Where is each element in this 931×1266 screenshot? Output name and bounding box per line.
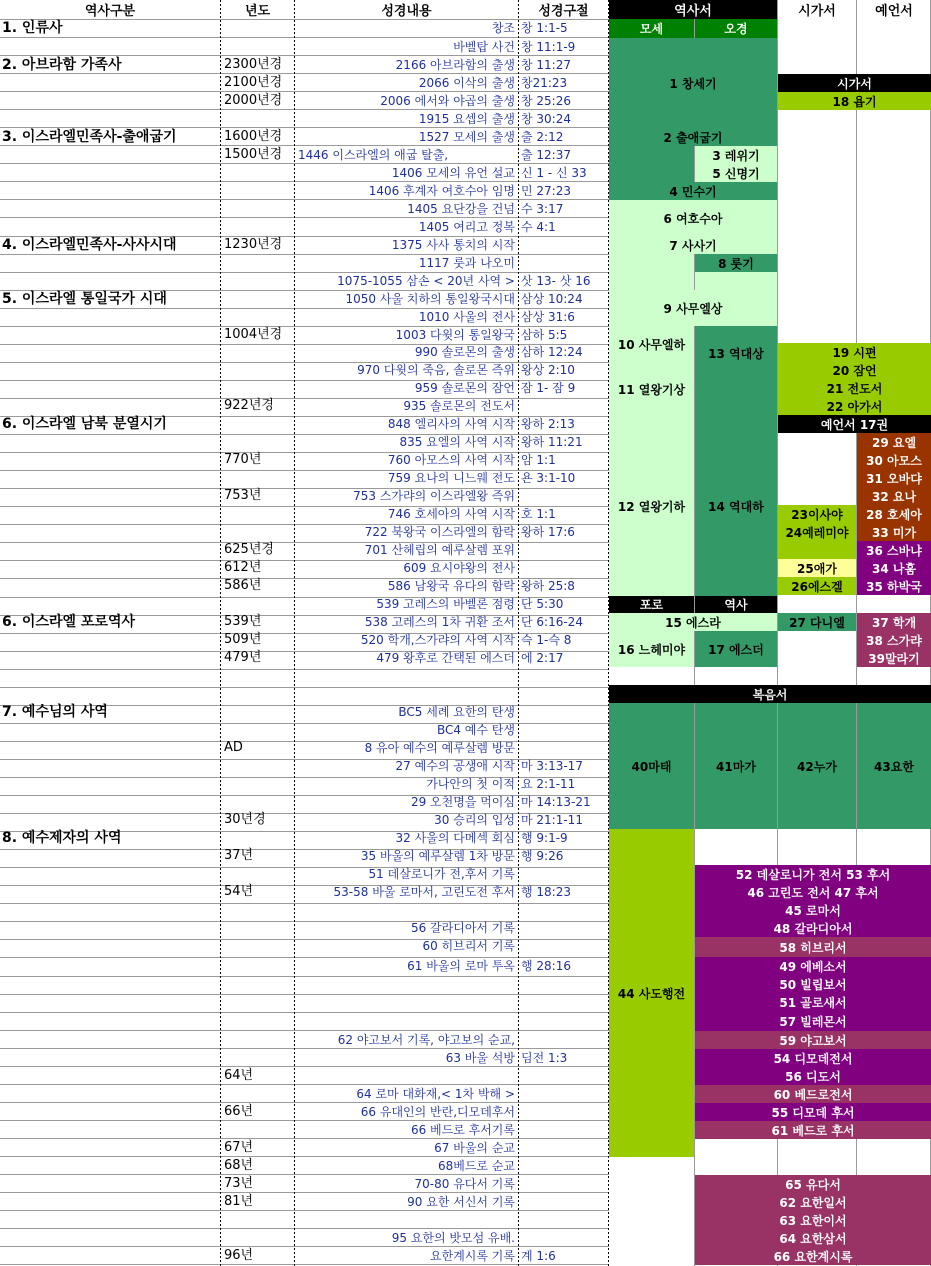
event-cell: 1405 요단강을 건넘	[407, 202, 515, 216]
ref-cell: 에 2:17	[521, 651, 564, 665]
book-1chronicles-ext	[695, 380, 777, 416]
event-cell: 1406 후계자 여호수아 임명	[368, 184, 515, 198]
book-ecclesiastes: 21 전도서	[778, 379, 931, 397]
year-cell: 68년	[224, 1158, 254, 1173]
year-cell: 753년	[224, 488, 262, 503]
event-cell: 62 야고보서 기록, 야고보의 순교,	[337, 1033, 515, 1047]
year-cell: 479년	[224, 650, 262, 665]
event-cell: 2166 아브라함의 출생	[395, 58, 515, 72]
book-judges: 7 사사기	[609, 236, 777, 254]
book-ruth: 8 룻기	[695, 254, 777, 272]
book-1peter: 60 베드로전서	[695, 1085, 931, 1103]
book-lamentations: 25애가	[778, 559, 856, 577]
ref-cell: 삼하 12:24	[521, 345, 583, 359]
event-cell: 51 데살로니가 전,후서 기록	[368, 867, 515, 881]
event-cell: 90 요한 서신서 기록	[407, 1195, 515, 1209]
era-label: 5. 이스라엘 통일국가 시대	[2, 291, 167, 307]
ref-cell: 호 1:1	[521, 507, 556, 521]
year-cell: 586년	[224, 578, 262, 593]
book-acts: 44 사도행전	[609, 829, 694, 1157]
event-cell: 창조	[491, 21, 515, 35]
header-ref: 성경구절	[538, 4, 589, 19]
book-jeremiah: 24예레미야	[778, 523, 856, 541]
book-deuteronomy: 5 신명기	[695, 164, 777, 182]
event-cell: 66 유대인의 반란,디모데후서	[360, 1105, 515, 1119]
book-3john: 64 요한삼서	[695, 1229, 931, 1247]
event-cell: 8 유아 예수의 예루살렘 방문	[364, 741, 515, 755]
year-cell: 612년	[224, 560, 262, 575]
book-esther: 17 에스더	[695, 631, 777, 667]
event-cell: 1375 사사 통치의 시작	[391, 238, 515, 252]
event-cell: 29 오천명을 먹이심	[410, 795, 515, 809]
era-label: 6. 이스라엘 남북 분열시기	[2, 416, 167, 432]
book-genesis: 1 창세기	[609, 38, 777, 128]
book-2john: 63 요한이서	[695, 1211, 931, 1229]
book-philippians: 50 빌립보서	[695, 975, 931, 993]
event-cell: 753 스가랴의 이스라엘왕 즉위	[353, 489, 515, 503]
header-prophecy: 예언서	[875, 4, 913, 19]
year-cell: 66년	[224, 1104, 254, 1119]
header-era: 역사구분	[84, 4, 136, 19]
event-cell: 70-80 유다서 기록	[414, 1177, 515, 1191]
history-label: 역사	[695, 596, 777, 613]
event-cell: BC5 세례 요한의 탄생	[398, 705, 515, 719]
event-cell: 2006 에서와 야곱의 출생	[380, 94, 515, 108]
book-titus: 56 디도서	[695, 1067, 931, 1085]
ref-cell: 창 25:26	[521, 94, 571, 108]
book-galatians: 48 갈라디아서	[695, 919, 931, 937]
ref-cell: 삼상 31:6	[521, 310, 575, 324]
ref-cell: 창 30:24	[521, 112, 571, 126]
book-obadiah: 31 오바댜	[857, 469, 931, 487]
year-cell: 2000년경	[224, 93, 283, 108]
ref-cell: 왕하 17:6	[521, 525, 575, 539]
ref-cell: 잠 1- 잠 9	[521, 381, 576, 395]
event-cell: 539 고레스의 바벨론 점령	[376, 597, 515, 611]
book-philemon: 57 빌레몬서	[695, 1011, 931, 1031]
event-cell: 1527 모세의 출생	[418, 130, 515, 144]
book-luke: 42누가	[778, 703, 856, 829]
book-john: 43요한	[857, 703, 931, 829]
ref-cell: 욘 3:1-10	[521, 471, 576, 485]
ref-cell: 왕하 11:21	[521, 435, 583, 449]
year-cell: 922년경	[224, 398, 274, 413]
book-jude: 65 유다서	[695, 1175, 931, 1193]
event-cell: 835 요엘의 사역 시작	[399, 435, 515, 449]
event-cell: 746 호세아의 사역 시작	[387, 507, 515, 521]
book-mark: 41마가	[695, 703, 777, 829]
book-micah: 33 미가	[857, 523, 931, 541]
event-cell: 1405 여리고 정복	[418, 220, 515, 234]
book-2chronicles: 14 역대하	[695, 416, 777, 596]
book-habakkuk: 35 하박국	[857, 577, 931, 595]
ref-cell: 계 1:6	[521, 1249, 556, 1263]
event-cell: 64 로마 대화재,< 1차 박해 >	[356, 1087, 515, 1101]
era-label: 1. 인류사	[2, 20, 63, 36]
event-cell: 479 왕후로 간택된 에스더	[376, 651, 515, 665]
book-1samuel: 9 사무엘상	[609, 290, 777, 326]
book-hosea: 28 호세아	[857, 505, 931, 523]
book-romans: 45 로마서	[695, 901, 931, 919]
event-cell: 56 갈라디아서 기록	[410, 921, 515, 935]
ref-cell: 행 9:1-9	[521, 831, 568, 845]
year-cell: 81년	[224, 1194, 254, 1209]
ref-cell: 행 18:23	[521, 885, 571, 899]
book-moses: 모세	[609, 19, 694, 38]
ref-cell: 삿 13- 삿 16	[521, 274, 591, 288]
event-cell: 60 히브리서 기록	[422, 939, 515, 953]
ref-cell: 마 3:13-17	[521, 759, 583, 773]
book-haggai: 37 학개	[857, 613, 931, 631]
event-cell: 30 승리의 입성	[434, 813, 515, 827]
book-song: 22 아가서	[778, 397, 931, 415]
ref-cell: 단 6:16-24	[521, 615, 583, 629]
book-2timothy: 55 디모데 후서	[695, 1103, 931, 1121]
book-daniel: 27 다니엘	[778, 613, 856, 631]
book-corinthians: 46 고린도 전서 47 후서	[695, 883, 931, 901]
ref-cell: 창 11:27	[521, 58, 571, 72]
ref-cell: 창 1:1-5	[521, 21, 568, 35]
event-cell: 1050 사울 치하의 통일왕국시대	[345, 292, 515, 306]
book-james: 59 야고보서	[695, 1031, 931, 1049]
book-proverbs: 20 잠언	[778, 361, 931, 379]
ref-cell: 단 5:30	[521, 597, 564, 611]
ref-cell: 출 2:12	[521, 130, 564, 144]
year-cell: 96년	[224, 1248, 254, 1263]
event-cell: 760 아모스의 사역 시작	[387, 453, 515, 467]
year-cell: 539년	[224, 614, 262, 629]
book-pentateuch: 오경	[695, 19, 777, 38]
book-amos: 30 아모스	[857, 451, 931, 469]
book-colossians: 51 골로새서	[695, 993, 931, 1011]
book-hebrews: 58 히브리서	[695, 937, 931, 957]
event-cell: BC4 예수 탄생	[436, 723, 515, 737]
event-cell: 959 솔로몬의 잠언	[414, 381, 515, 395]
event-cell: 586 남왕국 유다의 함락	[387, 579, 515, 593]
year-cell: 625년경	[224, 542, 274, 557]
ref-cell: 왕하 2:13	[521, 417, 575, 431]
ref-cell: 민 27:23	[521, 184, 571, 198]
event-cell: 1446 이스라엘의 애굽 탈출,	[298, 148, 449, 162]
ref-cell: 마 21:1-11	[521, 813, 583, 827]
event-cell: 67 바울의 순교	[434, 1141, 515, 1155]
ref-cell: 수 4:1	[521, 220, 556, 234]
event-cell: 가나안의 첫 이적	[426, 777, 515, 791]
book-exodus: 2 출애굽기	[609, 128, 777, 146]
ref-cell: 행 28:16	[521, 959, 571, 973]
book-zephaniah: 36 스바냐	[857, 541, 931, 559]
year-cell: AD	[224, 740, 243, 755]
year-cell: 67년	[224, 1140, 254, 1155]
ref-cell: 딤전 1:3	[521, 1051, 568, 1065]
book-isaiah: 23이사야	[778, 505, 856, 523]
year-cell: 2300년경	[224, 57, 283, 72]
book-jonah: 32 요나	[857, 487, 931, 505]
year-cell: 1230년경	[224, 237, 283, 252]
event-cell: 32 사울의 다메섹 회심	[395, 831, 515, 845]
event-cell: 1406 모세의 유언 설교	[391, 166, 515, 180]
year-cell: 54년	[224, 884, 254, 899]
book-numbers: 4 민수기	[609, 182, 777, 200]
event-cell: 970 다윗의 죽음, 솔로몬 즉위	[357, 363, 515, 377]
ref-cell: 수 3:17	[521, 202, 564, 216]
event-cell: 61 바울의 로마 투옥	[407, 959, 515, 973]
ref-cell: 암 1:1	[521, 453, 556, 467]
exile-label: 포로	[609, 596, 694, 613]
era-label: 4. 이스라엘민족사-사사시대	[2, 237, 177, 253]
ref-cell: 삼상 10:24	[521, 292, 583, 306]
book-zechariah: 38 스가랴	[857, 631, 931, 649]
book-judges-ext2	[695, 272, 777, 290]
book-2peter: 61 베드로 후서	[695, 1121, 931, 1139]
book-joshua: 6 여호수아	[609, 200, 777, 236]
year-cell: 2100년경	[224, 75, 283, 90]
book-thessalonians: 52 데살로니가 전서 53 후서	[695, 865, 931, 883]
event-cell: 요한계시록 기록	[430, 1249, 515, 1263]
event-cell: 609 요시야왕의 전사	[403, 561, 515, 575]
ref-cell: 행 9:26	[521, 849, 564, 863]
ref-cell: 삼하 5:5	[521, 328, 568, 342]
header-poetry: 시가서	[798, 4, 836, 19]
book-joel: 29 요엘	[857, 433, 931, 451]
event-cell: 1075-1055 삼손 < 20년 사역 >	[337, 274, 515, 288]
event-cell: 27 예수의 공생애 시작	[395, 759, 515, 773]
event-cell: 바벨탑 사건	[453, 40, 515, 54]
ref-cell: 슥 1-슥 8	[521, 633, 572, 647]
header-year: 년도	[244, 4, 271, 19]
header-event: 성경내용	[381, 4, 432, 19]
book-exodus-ext	[609, 146, 694, 182]
gospel-bar: 복음서	[609, 685, 931, 703]
book-1kings: 11 열왕기상	[609, 362, 694, 416]
year-cell: 37년	[224, 848, 254, 863]
book-psalms: 19 시편	[778, 343, 931, 361]
event-cell: 848 엘리사의 사역 시작	[387, 417, 515, 431]
event-cell: 1003 다윗의 통일왕국	[395, 328, 515, 342]
event-cell: 722 북왕국 이스라엘의 함락	[364, 525, 515, 539]
ref-cell: 요 2:1-11	[521, 777, 576, 791]
event-cell: 63 바울 석방	[445, 1051, 515, 1065]
era-label: 2. 아브라함 가족사	[2, 57, 122, 73]
book-revelation: 66 요한계시록	[695, 1247, 931, 1265]
era-label: 3. 이스라엘민족사-출애굽기	[2, 129, 177, 145]
event-cell: 935 솔로몬의 전도서	[403, 399, 515, 413]
ref-cell: 창 11:1-9	[521, 40, 576, 54]
year-cell: 770년	[224, 452, 262, 467]
event-cell: 990 솔로몬의 출생	[414, 345, 515, 359]
book-jeremiah-ext	[778, 541, 856, 559]
era-label: 6. 이스라엘 포로역사	[2, 614, 135, 630]
poetry-bar: 시가서	[778, 74, 931, 92]
ref-cell: 출 12:37	[521, 148, 571, 162]
ref-cell: 왕상 2:10	[521, 363, 575, 377]
prophecy-bar: 예언서 17권	[778, 415, 931, 433]
year-cell: 509년	[224, 632, 262, 647]
book-judges-ext	[609, 254, 694, 290]
book-2samuel: 10 사무엘하	[609, 326, 694, 362]
book-1john: 62 요한일서	[695, 1193, 931, 1211]
event-cell: 759 요나의 니느웨 전도	[387, 471, 515, 485]
year-cell: 1004년경	[224, 327, 283, 342]
era-label: 8. 예수제자의 사역	[2, 830, 122, 846]
ref-cell: 신 1 - 신 33	[521, 166, 587, 180]
book-nehemiah: 16 느헤미야	[609, 631, 694, 667]
year-cell: 30년경	[224, 812, 266, 827]
book-leviticus: 3 레위기	[695, 146, 777, 164]
header-history: 역사서	[609, 0, 777, 19]
event-cell: 520 학개,스가랴의 사역 시작	[360, 633, 515, 647]
event-cell: 1117 룻과 나오미	[418, 256, 515, 270]
year-cell: 73년	[224, 1176, 254, 1191]
book-nahum: 34 나훔	[857, 559, 931, 577]
book-2kings: 12 열왕기하	[609, 416, 694, 596]
book-ephesians: 49 에베소서	[695, 957, 931, 975]
ref-cell: 왕하 25:8	[521, 579, 575, 593]
book-1chronicles: 13 역대상	[695, 326, 777, 380]
event-cell: 538 고레스의 1차 귀환 조서	[364, 615, 515, 629]
book-ezra: 15 에스라	[609, 613, 777, 631]
event-cell: 1010 사울의 전사	[418, 310, 515, 324]
event-cell: 66 베드로 후서기록	[410, 1123, 515, 1137]
book-job: 18 욥기	[778, 92, 931, 110]
ref-cell: 창21:23	[521, 76, 568, 90]
event-cell: 2066 이삭의 출생	[418, 76, 515, 90]
event-cell: 701 산헤립의 예루살렘 포위	[364, 543, 515, 557]
year-cell: 1600년경	[224, 129, 283, 144]
event-cell: 68베드로 순교	[437, 1159, 515, 1173]
era-label: 7. 예수님의 사역	[2, 704, 108, 720]
event-cell: 95 요한의 밧모섬 유배.	[391, 1231, 515, 1245]
book-matthew: 40마태	[609, 703, 694, 829]
ref-cell: 마 14:13-21	[521, 795, 591, 809]
book-1timothy: 54 디모데전서	[695, 1049, 931, 1067]
event-cell: 35 바울의 예루살렘 1차 방문	[360, 849, 515, 863]
book-malachi: 39말라기	[857, 649, 931, 667]
event-cell: 1915 요셉의 출생	[418, 112, 515, 126]
year-cell: 64년	[224, 1068, 254, 1083]
year-cell: 1500년경	[224, 147, 283, 162]
book-ezekiel: 26에스겔	[778, 577, 856, 595]
event-cell: 53-58 바울 로마서, 고린도전 후서	[333, 885, 515, 899]
